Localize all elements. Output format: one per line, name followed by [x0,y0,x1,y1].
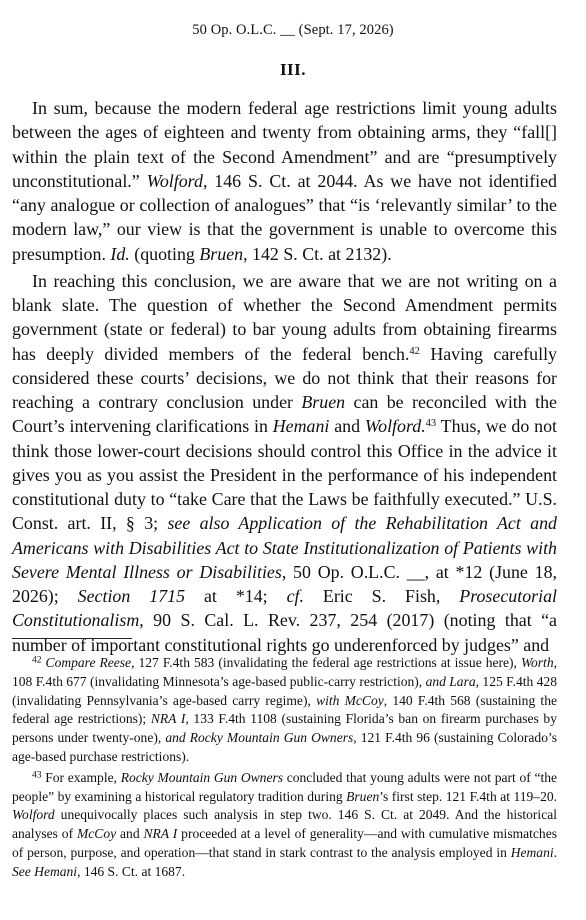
body-text [12,96,557,657]
italic-text: and Rocky Mountain Gun Owners [165,730,354,746]
italic-text: McCoy [77,826,117,842]
italic-text: Bruen [346,788,380,804]
footnote-reference: 42 [409,345,420,357]
text-run: , 133 F.4th 1108 (sustaining Florida’s ban on firearm purchases by persons under twenty-one), [12,711,557,746]
footnotes [12,654,557,882]
section-heading: III. [279,60,307,79]
text-run: Having carefully considered these courts’ decisions, we do not think that their reasons for reaching a contrary conclusion under [12,343,557,412]
text-run: . [553,844,557,860]
text-run: , 50 Op. O.L.C. __, at *12 (June 18, 2026); [12,561,557,606]
italic-text: Wolford. [364,416,426,437]
text-run: unequivocally places such analysis in step two. 146 S. Ct. at 2049. And the historical analyses of [12,807,557,842]
italic-text: Worth [520,655,554,670]
italic-text: Rocky Mountain Gun Owners [120,769,284,785]
italic-text: with McCoy [316,692,384,708]
text-run: For example, [45,769,121,785]
text-run: Thus, we do not think those lower-court decisions should control this Office in the advice it gives you as you assist the President in the performance of his independent constitutional duty to “take Care that the Laws be faithfully executed.” U.S. Const. art. II, § 3; [12,416,557,534]
text-run: , 140 F.4th 568 (sustaining the federal age restrictions); [12,692,557,727]
footnote-reference: 43 [425,418,437,430]
text-run: , 146 S. Ct. at 1687. [77,863,186,879]
italic-text: cf. [286,586,304,606]
italic-text: see also Application of the Rehabilitation Act and Americans with Disabilities Act to State Institutionalization of Patients with Severe Mental Illness or Disabilities [12,513,557,582]
text-run: (quoting [129,243,200,264]
text-run: , 121 F.4th 96 (sustaining Colorado’s age-based purchase restrictions). [12,730,558,764]
footnote-separator [12,638,132,639]
italic-text: Section 1715 [77,586,186,606]
italic-text: Hemani [272,416,330,437]
text-run: at *14; [185,586,287,606]
italic-text: and Lara [425,673,476,689]
italic-text: NRA I [143,826,178,842]
text-run: , 142 S. Ct. at 2132). [243,243,392,264]
text-run: Eric S. Fish, [303,586,460,606]
footnote-43 [12,769,557,882]
italic-text: Wolford [146,170,203,191]
text-run: In reaching this conclusion, we are aware that we are not writing on a blank slate. The question of whether the Second Amendment permits government (state or federal) to bar young adults from obtaining firearms has deeply divided members of the federal bench. [12,270,557,364]
italic-text: See Hemani [12,863,78,879]
text-run: , 125 F.4th 428 (invalidating Pennsylvania’s age-based carry regime), [12,673,557,708]
paragraph-2 [12,269,557,657]
running-head: 50 Op. O.L.C. __ (Sept. 17, 2026) [192,22,394,38]
italic-text: Bruen [199,243,244,264]
italic-text: Compare Reese [45,655,132,670]
text-run: concluded that young adults were not part of “the people” by examining a historical regulatory tradition during [12,769,558,804]
italic-text: Bruen [301,392,346,412]
text-run: and [329,416,365,437]
footnote-number: 42 [32,655,42,666]
text-run: , 146 S. Ct. at 2044. As we have not identified “any analogue or collection of analogues” that “is ‘relevantly similar’ to the modern law,” our view is that the government is unable to overcome this presumption. [12,170,558,264]
italic-text: Id. [110,243,130,264]
italic-text: Wolford [12,807,55,823]
footnote-number: 43 [32,770,42,781]
text-run: ’s first step. 121 F.4th at 119–20. [379,788,557,804]
italic-text: Prosecutorial Constitutionalism [12,586,557,631]
paragraph-1 [12,96,557,266]
text-run: proceeded at a level of generality—and with cumulative mismatches of person, purpose, and operation—that stand in stark contrast to the analysis employed in [12,826,557,860]
text-run: can be reconciled with the Court’s intervening clarifications in [12,392,557,437]
text-run: In sum, because the modern federal age restrictions limit young adults between the ages of eighteen and twenty from obtaining arms, they “fall[] within the plain text of the Second Amendment” and are “presumptively unconstitutional.” [12,98,557,191]
italic-text: NRA I [150,711,186,727]
footnote-42 [12,654,557,767]
italic-text: Hemani [510,844,554,860]
text-run: , 127 F.4th 583 (invalidating the federal age restrictions at issue here), [131,655,521,670]
text-run: , 90 S. Cal. L. Rev. 237, 254 (2017) (noting that “a number of important constitutional rights go underenforced by judges” and [12,610,557,655]
text-run: and [116,826,144,842]
text-run: , 108 F.4th 677 (invalidating Minnesota’s age-based public-carry restriction), [12,655,557,689]
